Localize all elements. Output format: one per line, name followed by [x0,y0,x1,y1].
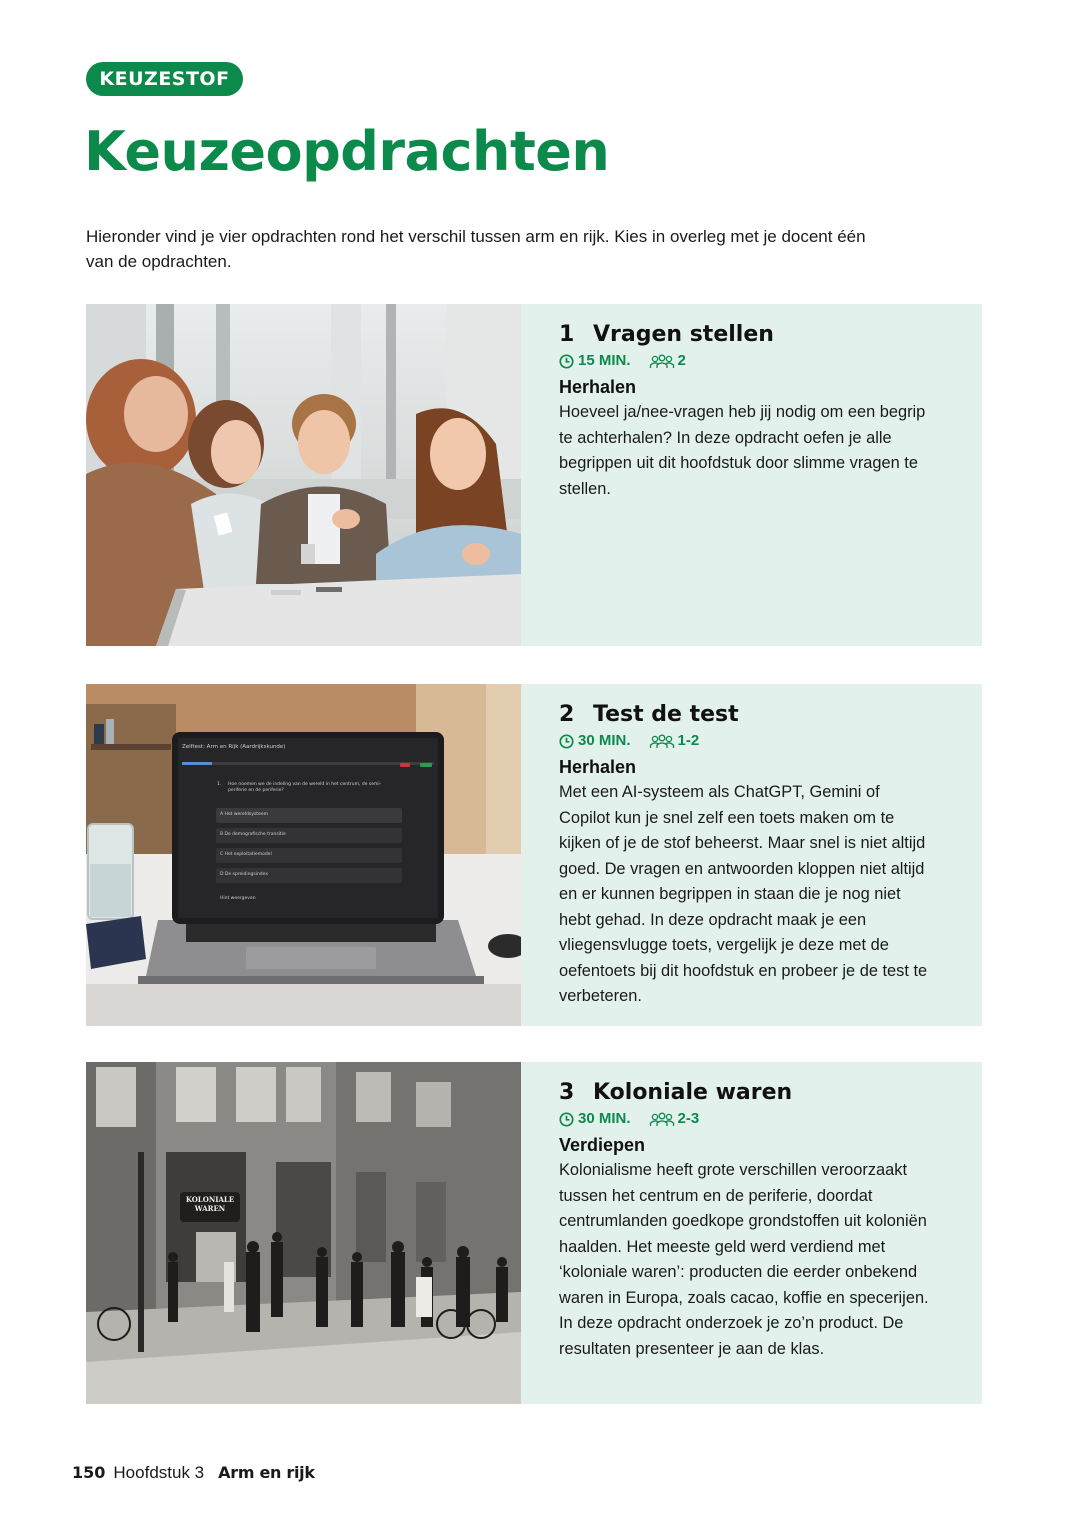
laptop-quiz-photo [86,684,521,1026]
assignment-level: Herhalen [559,757,637,777]
page-number: 150 [72,1463,106,1482]
intro-text: Hieronder vind je vier opdrachten rond het verschil tussen arm en rijk. Kies in overleg met je docent één van de opdrachten. [86,227,866,271]
group-icon [649,1109,675,1129]
quiz-header: Zelftest: Arm en Rijk (Aardrijkskunde) [182,744,286,750]
group-size: 1-2 [677,732,700,749]
assignment-meta [559,351,686,371]
group-icon [649,731,675,751]
assignment-card-2 [86,684,982,1026]
duration: 30 MIN. [578,732,631,749]
assignment-description: Hoeveel ja/nee-vragen heb jij nodig om een begrip te achterhalen? In deze opdracht oefen je alle begrippen uit dit hoofdstuk door slimme vragen te stellen. [559,403,926,498]
assignment-panel [521,304,982,646]
assignment-description: Met een AI-systeem als ChatGPT, Gemini of Copilot kun je snel zelf een toets maken om te kijken of je de stof beheerst. Maar snel is niet altijd goed. De vragen en antwoorden kloppen niet altijd en er kunnen begrippen in staan die je nog niet hebt gehad. In deze opdracht maak je een vliegensvlugge toets, vergelijk je deze met de oefentoets bij dit hoofdstuk en probeer je de test te verbeteren. [559,783,928,1005]
quiz-option-c[interactable]: C Het exploitatiemodel [220,852,272,857]
assignment-panel [521,1062,982,1404]
duration: 30 MIN. [578,1110,631,1127]
quiz-option-a[interactable]: A Het wereldsysteem [220,812,268,817]
quiz-option-d[interactable]: D De spreidingsindex [220,872,269,877]
assignment-meta [559,1109,699,1129]
shop-sign: KOLONIALE WAREN [185,1195,235,1213]
quiz-question: Hoe noemen we de indeling van de wereld in het centrum, de semi-periferie en de periferie? [228,782,382,793]
group-size: 2-3 [677,1110,700,1127]
students-card-game-photo [86,304,521,646]
assignment-card-3 [86,1062,982,1404]
assignment-panel [521,684,982,1026]
assignment-heading [559,320,774,350]
assignment-title: Koloniale waren [593,1080,793,1105]
duration: 15 MIN. [578,352,631,369]
group-icon [649,351,675,371]
chapter-label: Hoofdstuk 3 [113,1463,205,1482]
assignment-heading [559,700,739,730]
assignment-title: Test de test [593,702,739,727]
assignment-level: Verdiepen [559,1135,646,1155]
assignment-number: 3 [559,1080,575,1105]
chapter-topic: Arm en rijk [218,1463,315,1482]
assignment-card-1 [86,304,982,646]
assignment-title: Vragen stellen [593,322,774,347]
quiz-question-number: 1. [217,782,222,787]
assignment-number: 2 [559,702,575,727]
page-footer [72,1462,315,1484]
historic-street-photo [86,1062,521,1404]
section-badge: KEUZESTOF [86,62,243,96]
clock-icon [559,1109,574,1129]
page-title: Keuzeopdrachten [84,120,610,183]
quiz-hint-link[interactable]: Hint weergeven [220,896,256,901]
assignment-meta [559,731,699,751]
assignment-description: Kolonialisme heeft grote verschillen veroorzaakt tussen het centrum en de periferie, doordat centrumlanden goedkope grondstoffen uit koloniën haalden. Het meeste geld werd verdiend met ‘koloniale waren’: producten die eerder onbekend waren in Europa, zoals cacao, koffie en specerijen. In deze opdracht onderzoek je zo’n product. De resultaten presenteer je aan de klas. [559,1161,929,1358]
quiz-option-b[interactable]: B De demografische transitie [220,832,286,837]
assignment-level: Herhalen [559,377,637,397]
group-size: 2 [677,352,686,369]
clock-icon [559,351,574,371]
assignment-number: 1 [559,322,575,347]
laptop-screen [182,744,432,914]
clock-icon [559,731,574,751]
assignment-heading [559,1078,792,1108]
